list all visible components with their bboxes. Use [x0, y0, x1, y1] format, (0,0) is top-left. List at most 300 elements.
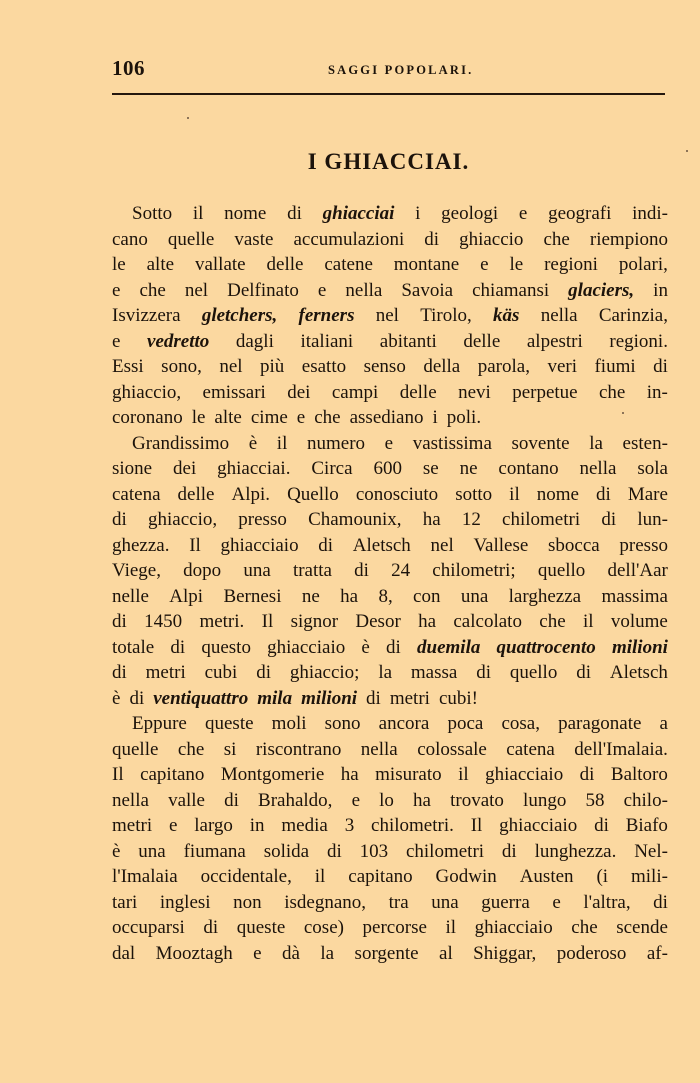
word: è [248, 432, 258, 454]
word: il [276, 432, 288, 454]
word: (i [596, 866, 609, 887]
italic-word: gletchers, [201, 305, 278, 326]
word: guerra [481, 891, 530, 913]
word: metri [112, 815, 153, 836]
word: 600 [373, 458, 402, 479]
word: Savoia [401, 279, 454, 301]
word: Alpi. [231, 483, 271, 505]
word: che [314, 407, 341, 428]
word: ghiaccio, [147, 509, 218, 530]
word: di [653, 891, 668, 913]
text-line [112, 405, 668, 431]
word: una [460, 585, 489, 607]
italic-word: milioni [301, 687, 358, 709]
word: Eppure [132, 713, 187, 734]
word: il [192, 203, 204, 224]
word: sorgente [354, 942, 419, 964]
word: il [445, 917, 457, 938]
word: Godwin [435, 866, 497, 887]
word: e [480, 254, 489, 275]
word: di [112, 662, 127, 683]
word: che [177, 738, 205, 760]
word: dal [112, 942, 136, 964]
word: Mooztagh [155, 942, 233, 964]
word: di [594, 815, 609, 836]
text-line [112, 278, 668, 304]
word: tratta [292, 560, 332, 581]
word: contano [498, 458, 559, 479]
word: sione [112, 458, 153, 479]
word: presso [238, 509, 287, 530]
word: queste [205, 713, 254, 734]
word: ghezza. [112, 534, 170, 556]
word: di [596, 483, 611, 505]
word: ghiacciaio [474, 917, 553, 938]
word: esatto [301, 356, 347, 377]
word: cubi [204, 662, 238, 683]
word: accumulazioni [293, 228, 405, 250]
word: occidentale, [200, 866, 292, 887]
word: chilometri [405, 840, 485, 862]
word: e [351, 789, 360, 811]
word: la [378, 662, 393, 683]
italic-word: ferners [298, 305, 355, 326]
word: lo [379, 789, 394, 811]
italic-word: ghiacciai [322, 203, 395, 224]
word: chilometri [502, 509, 581, 530]
word: perpetue [512, 381, 578, 403]
text-line [112, 482, 668, 508]
word: Isvizzera [112, 305, 181, 326]
word: delle [177, 483, 215, 505]
word: capitano [140, 764, 205, 785]
word: che [599, 381, 626, 403]
word: dagli [235, 330, 274, 352]
text-line [112, 354, 668, 380]
word: Carinzia, [598, 305, 668, 326]
word: di [224, 789, 239, 811]
word: ne [459, 458, 478, 479]
text-line [112, 201, 668, 227]
word: calcolato [453, 611, 522, 632]
word: Quello [287, 483, 339, 505]
text-line [112, 456, 668, 482]
word: il [314, 866, 326, 887]
text-line [112, 711, 668, 737]
word: riscontrano [255, 738, 342, 760]
word: sola [637, 458, 668, 479]
word: ancora [378, 713, 430, 734]
word: assediano [349, 407, 424, 428]
word: nel [430, 534, 454, 556]
word: 103 [359, 840, 389, 862]
word: largo [194, 815, 233, 836]
word: ghiacciaio [499, 815, 578, 836]
word: Shiggar, [473, 942, 537, 964]
word: di [170, 636, 186, 658]
word: ghiaccio; [289, 662, 360, 683]
word: la [589, 432, 603, 454]
word: Essi [112, 356, 144, 377]
word: nella [345, 279, 383, 301]
italic-word: käs [493, 305, 520, 326]
word: quello [537, 560, 586, 581]
word: Grandissimo [132, 432, 230, 454]
word: in [653, 279, 668, 301]
word: coronano [112, 407, 183, 428]
word: di [576, 662, 591, 683]
word: di [579, 764, 595, 785]
word: sono [324, 713, 361, 734]
word: valle [168, 789, 205, 811]
word: delle [399, 381, 437, 403]
word: chilometri; [432, 560, 516, 581]
word: di [326, 840, 342, 862]
word: di [424, 228, 440, 250]
word: regioni. [609, 330, 668, 352]
word: 1450 [144, 611, 183, 632]
word: Chamounix, [308, 509, 402, 530]
word: queste [236, 917, 286, 938]
word: ghiacciaio [267, 636, 346, 658]
word: alpestri [526, 330, 583, 352]
word: Biafo [625, 815, 668, 836]
word: italiani [300, 330, 354, 352]
word: si [223, 738, 237, 760]
word: con [413, 585, 441, 607]
word: le [191, 407, 206, 428]
word: chiamansi [472, 279, 550, 301]
text-line [112, 686, 668, 712]
word: conosciuto [355, 483, 439, 505]
word: emissari [202, 381, 266, 403]
word: 24 [391, 560, 411, 581]
word: montane [393, 254, 460, 275]
word: dell'Aar [607, 560, 668, 581]
text-line [112, 380, 668, 406]
word: parola, [477, 356, 530, 377]
word: le [509, 254, 524, 275]
word: 3 [344, 815, 355, 836]
word: misurato [375, 764, 442, 785]
word: occuparsi [112, 917, 185, 938]
word: lungo [523, 789, 567, 811]
word: Circa [311, 458, 353, 479]
word: di [112, 509, 127, 530]
word: sovente [511, 432, 570, 454]
word: e [168, 815, 178, 836]
word: ghiacciaio [220, 534, 299, 556]
word: ha [418, 611, 437, 632]
word: signor [290, 611, 339, 632]
word: ha [422, 509, 441, 530]
word: delle [463, 330, 501, 352]
word: è [361, 636, 370, 658]
word: solida [263, 840, 310, 862]
word: di [386, 636, 401, 658]
text-line [112, 329, 668, 355]
word: di [112, 611, 127, 632]
word: Viege, [112, 560, 161, 581]
word: vallate [194, 254, 246, 275]
word: senso [363, 356, 406, 377]
italic-word: mila [257, 687, 293, 709]
word: ghiaccio, [112, 381, 182, 403]
word: sotto [455, 483, 493, 505]
word: di [129, 687, 145, 709]
word: che [139, 279, 166, 301]
text-line [112, 941, 668, 967]
word: Mare [627, 483, 668, 505]
italic-word: duemila [417, 636, 481, 658]
word: Aletsch [609, 662, 668, 683]
italic-word: ventiquattro [153, 687, 249, 709]
word: di [601, 509, 617, 530]
text-line [112, 864, 668, 890]
word: di [318, 534, 334, 556]
word: Nel- [634, 840, 668, 862]
word: af- [646, 942, 668, 964]
word: nella [112, 789, 149, 811]
word: di [653, 356, 668, 377]
word: della [423, 356, 461, 377]
word: catena [112, 483, 161, 505]
word: che [571, 917, 598, 938]
word: di [287, 203, 302, 224]
word: se [422, 458, 439, 479]
word: delle [266, 254, 304, 275]
text-line [112, 609, 668, 635]
word: di [354, 560, 369, 581]
word: metri [145, 662, 186, 683]
word: nevi [458, 381, 491, 403]
word: una [243, 560, 271, 581]
word: e [552, 891, 561, 913]
word: fiumana [183, 840, 246, 862]
word: dei [287, 381, 311, 403]
text-line [112, 788, 668, 814]
word: metri. [199, 611, 245, 632]
word: e [296, 407, 306, 428]
word: questo [201, 636, 251, 658]
word: Vallese [473, 534, 529, 556]
chapter-title: I GHIACCIAI. [307, 149, 470, 174]
word: e [317, 279, 327, 301]
word: Brahaldo, [258, 789, 333, 811]
word: regioni [544, 254, 598, 275]
word: totale [112, 636, 155, 658]
word: cose) [303, 917, 344, 938]
word: nome [224, 203, 267, 224]
word: 8, [378, 585, 393, 607]
word: esten- [622, 432, 668, 454]
word: e [253, 942, 262, 964]
word: dei [173, 458, 197, 479]
word: Il [112, 764, 124, 785]
word: più [260, 356, 285, 377]
word: quello [509, 662, 558, 683]
word: tari [112, 891, 138, 913]
text-line [112, 660, 668, 686]
word: i [415, 203, 421, 224]
text-line [112, 762, 668, 788]
word: nel [184, 279, 209, 301]
word: e [384, 432, 394, 454]
word: cubi! [438, 687, 478, 709]
word: nel [375, 305, 399, 326]
word: paragonate [558, 713, 642, 734]
italic-word: glaciers, [568, 279, 635, 301]
word: ha [340, 764, 359, 785]
header-rule [112, 93, 665, 95]
word: percorse [362, 917, 427, 938]
word: inglesi [159, 891, 211, 913]
word: dà [282, 942, 300, 964]
italic-word: vedretto [147, 330, 210, 352]
word: ha [340, 585, 359, 607]
word: Il [470, 815, 483, 836]
word: cosa, [501, 713, 540, 734]
word: dell'Imalaia. [574, 738, 668, 760]
word: Il [261, 611, 274, 632]
body-text [112, 201, 668, 966]
word: numero [306, 432, 366, 454]
text-line [112, 533, 668, 559]
word: il [458, 764, 469, 785]
word: di [203, 917, 219, 938]
word: vaste [234, 228, 274, 250]
text-line [112, 915, 668, 941]
text-line [112, 737, 668, 763]
word: quelle [167, 228, 215, 250]
word: catene [324, 254, 373, 275]
word: di [476, 662, 491, 683]
word: capitano [348, 866, 413, 887]
word: indi- [632, 203, 668, 224]
word: a [659, 713, 668, 734]
page-header [112, 56, 665, 88]
word: quelle [112, 738, 159, 760]
word: chilo- [623, 789, 668, 811]
word: cano [112, 228, 148, 250]
word: media [281, 815, 328, 836]
word: metri [389, 687, 430, 709]
word: Il [189, 534, 201, 556]
text-line [112, 635, 668, 661]
word: abitanti [379, 330, 437, 352]
word: una [431, 891, 459, 913]
word: che [543, 228, 570, 250]
word: e [518, 203, 528, 224]
word: vastissima [412, 432, 492, 454]
ink-speck [686, 150, 688, 152]
word: Delfinato [227, 279, 299, 301]
word: Sotto [132, 203, 173, 224]
word: poli. [446, 407, 482, 428]
word: riempiono [589, 228, 668, 250]
word: ghiacciaio [485, 764, 564, 785]
word: è [112, 687, 121, 709]
word: sbocca [548, 534, 600, 556]
word: cime [250, 407, 288, 428]
word: presso [619, 534, 668, 556]
word: l'altra, [583, 891, 631, 913]
text-line [112, 558, 668, 584]
word: nel [219, 356, 243, 377]
word: Montgomerie [220, 764, 325, 785]
word: geologi [441, 203, 499, 224]
word: nella [579, 458, 617, 479]
word: lunghezza. [534, 840, 617, 862]
word: la [320, 942, 335, 964]
text-line [112, 303, 668, 329]
word: massima [601, 585, 668, 607]
word: catena [506, 738, 555, 760]
italic-word: quattrocento [496, 636, 596, 658]
word: lun- [637, 509, 668, 530]
word: 12 [461, 509, 481, 530]
word: ha [413, 789, 431, 811]
word: Desor [355, 611, 401, 632]
word: massa [410, 662, 458, 683]
word: Baltoro [610, 764, 668, 785]
word: Austen [519, 866, 574, 887]
word: ghiacciai. [217, 458, 291, 479]
word: in- [646, 381, 668, 403]
word: volume [610, 611, 668, 632]
word: scende [616, 917, 668, 938]
word: Aletsch [352, 534, 411, 556]
word: alte [214, 407, 242, 428]
word: nella [540, 305, 578, 326]
running-head: SAGGI POPOLARI. [328, 63, 474, 77]
word: di [501, 840, 517, 862]
word: nome [536, 483, 579, 505]
word: nelle [112, 585, 149, 607]
word: Alpi [169, 585, 204, 607]
word: nella [360, 738, 398, 760]
word: e [112, 279, 121, 301]
word: chilometri. [371, 815, 454, 836]
word: larghezza [508, 585, 582, 607]
word: veri [547, 356, 577, 377]
text-line [112, 813, 668, 839]
word: tra [388, 891, 409, 913]
word: sono, [161, 356, 202, 377]
word: Bernesi [223, 585, 282, 607]
text-line [112, 227, 668, 253]
word: e [112, 330, 121, 352]
word: geografi [548, 203, 612, 224]
word: trovato [450, 789, 504, 811]
text-line [112, 839, 668, 865]
word: non [233, 891, 262, 913]
word: isdegnano, [284, 891, 367, 913]
word: polari, [618, 254, 668, 275]
page-number: 106 [112, 56, 145, 80]
word: poca [447, 713, 484, 734]
word: il [582, 611, 594, 632]
text-line [112, 890, 668, 916]
ink-speck [187, 117, 189, 119]
word: le [112, 254, 126, 275]
word: ne [301, 585, 320, 607]
word: è [112, 840, 121, 862]
word: colossale [417, 738, 487, 760]
text-line [112, 584, 668, 610]
text-line [112, 252, 668, 278]
word: ghiaccio [459, 228, 524, 250]
